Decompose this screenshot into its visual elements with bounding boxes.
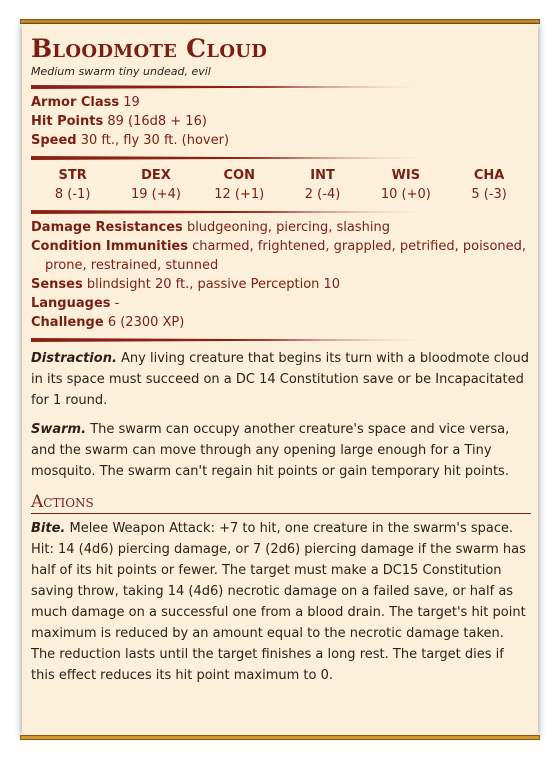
- ability-cha: [447, 166, 530, 204]
- hit-points-label: Hit Points: [31, 114, 104, 129]
- ability-int: [281, 166, 364, 204]
- senses-label: Senses: [31, 277, 83, 292]
- stat-block: [22, 24, 538, 735]
- challenge-value: 6 (2300 XP): [107, 315, 185, 330]
- trait-distraction: [31, 348, 531, 411]
- languages-line: [31, 294, 531, 313]
- armor-class-value: 19: [123, 95, 140, 110]
- ability-name: DEX: [141, 168, 171, 183]
- damage-resistances-line: [31, 218, 531, 237]
- armor-class-line: [31, 93, 531, 112]
- ability-score: 5 (-3): [471, 187, 507, 202]
- actions-header: Actions: [31, 492, 531, 514]
- monster-subtitle: Medium swarm tiny undead, evil: [31, 65, 211, 78]
- divider: [31, 338, 431, 342]
- condition-immunities-value: charmed, frightened, grappled, petrified, poisoned, prone, restrained, stunned: [45, 239, 527, 273]
- ability-dex: [114, 166, 197, 204]
- speed-line: [31, 131, 531, 150]
- defense-block: [31, 93, 531, 150]
- ability-score: 2 (-4): [304, 187, 341, 202]
- senses-value: blindsight 20 ft., passive Perception 10: [86, 277, 341, 292]
- languages-value: -: [114, 296, 120, 311]
- ability-name: CON: [223, 168, 255, 183]
- ability-name: INT: [310, 168, 335, 183]
- ability-scores: [31, 166, 531, 204]
- ability-name: WIS: [391, 168, 421, 183]
- trait-text: Any living creature that begins its turn with a bloodmote cloud in its space must succeed on a DC 14 Constitution save or be Incapacitated for 1 round.: [31, 351, 529, 408]
- divider: [31, 210, 431, 214]
- armor-class-label: Armor Class: [31, 95, 120, 110]
- ability-score: 8 (-1): [54, 187, 91, 202]
- languages-label: Languages: [31, 296, 111, 311]
- senses-line: [31, 275, 531, 294]
- hit-points-line: [31, 112, 531, 131]
- ability-score: 10 (+0): [380, 187, 431, 202]
- ability-str: [31, 166, 114, 204]
- trait-swarm: [31, 419, 531, 482]
- ability-name: STR: [58, 168, 87, 183]
- monster-name: Bloodmote Cloud: [31, 34, 268, 63]
- action-title: Bite.: [31, 521, 66, 536]
- trait-title: Distraction.: [31, 351, 117, 366]
- condition-immunities-line: [31, 237, 531, 275]
- challenge-line: [31, 313, 531, 332]
- damage-resistances-value: bludgeoning, piercing, slashing: [186, 220, 391, 235]
- ability-score: 12 (+1): [214, 187, 265, 202]
- ability-wis: [364, 166, 447, 204]
- details-block: [31, 218, 531, 332]
- condition-immunities-label: Condition Immunities: [31, 239, 188, 254]
- ability-con: [198, 166, 281, 204]
- damage-resistances-label: Damage Resistances: [31, 220, 183, 235]
- action-text: Melee Weapon Attack: +7 to hit, one creature in the swarm's space. Hit: 14 (4d6) piercing damage, or 7 (2d6) piercing damage if the swarm has half of its hit points or fewer. The target must make a DC15 Constitution saving throw, taking 14 (4d6) necrotic damage on a failed save, or half as much damage on a successful one from a blood drain. The target's hit point maximum is reduced by an amount equal to the necrotic damage taken. The reduction lasts until the target finishes a long rest. The target dies if this effect reduces its hit point maximum to 0.: [31, 521, 526, 683]
- trait-text: The swarm can occupy another creature's space and vice versa, and the swarm can move through any opening large enough for a Tiny mosquito. The swarm can't regain hit points or gain temporary hit points.: [31, 422, 510, 479]
- challenge-label: Challenge: [31, 315, 104, 330]
- speed-value: 30 ft., fly 30 ft. (hover): [80, 133, 230, 148]
- speed-label: Speed: [31, 133, 77, 148]
- trait-title: Swarm.: [31, 422, 87, 437]
- bottom-border-bar: [20, 735, 540, 740]
- divider: [31, 156, 431, 160]
- action-bite: [31, 518, 531, 686]
- hit-points-value: 89 (16d8 + 16): [107, 114, 207, 129]
- ability-score: 19 (+4): [130, 187, 181, 202]
- divider: [31, 85, 431, 89]
- ability-name: CHA: [473, 168, 505, 183]
